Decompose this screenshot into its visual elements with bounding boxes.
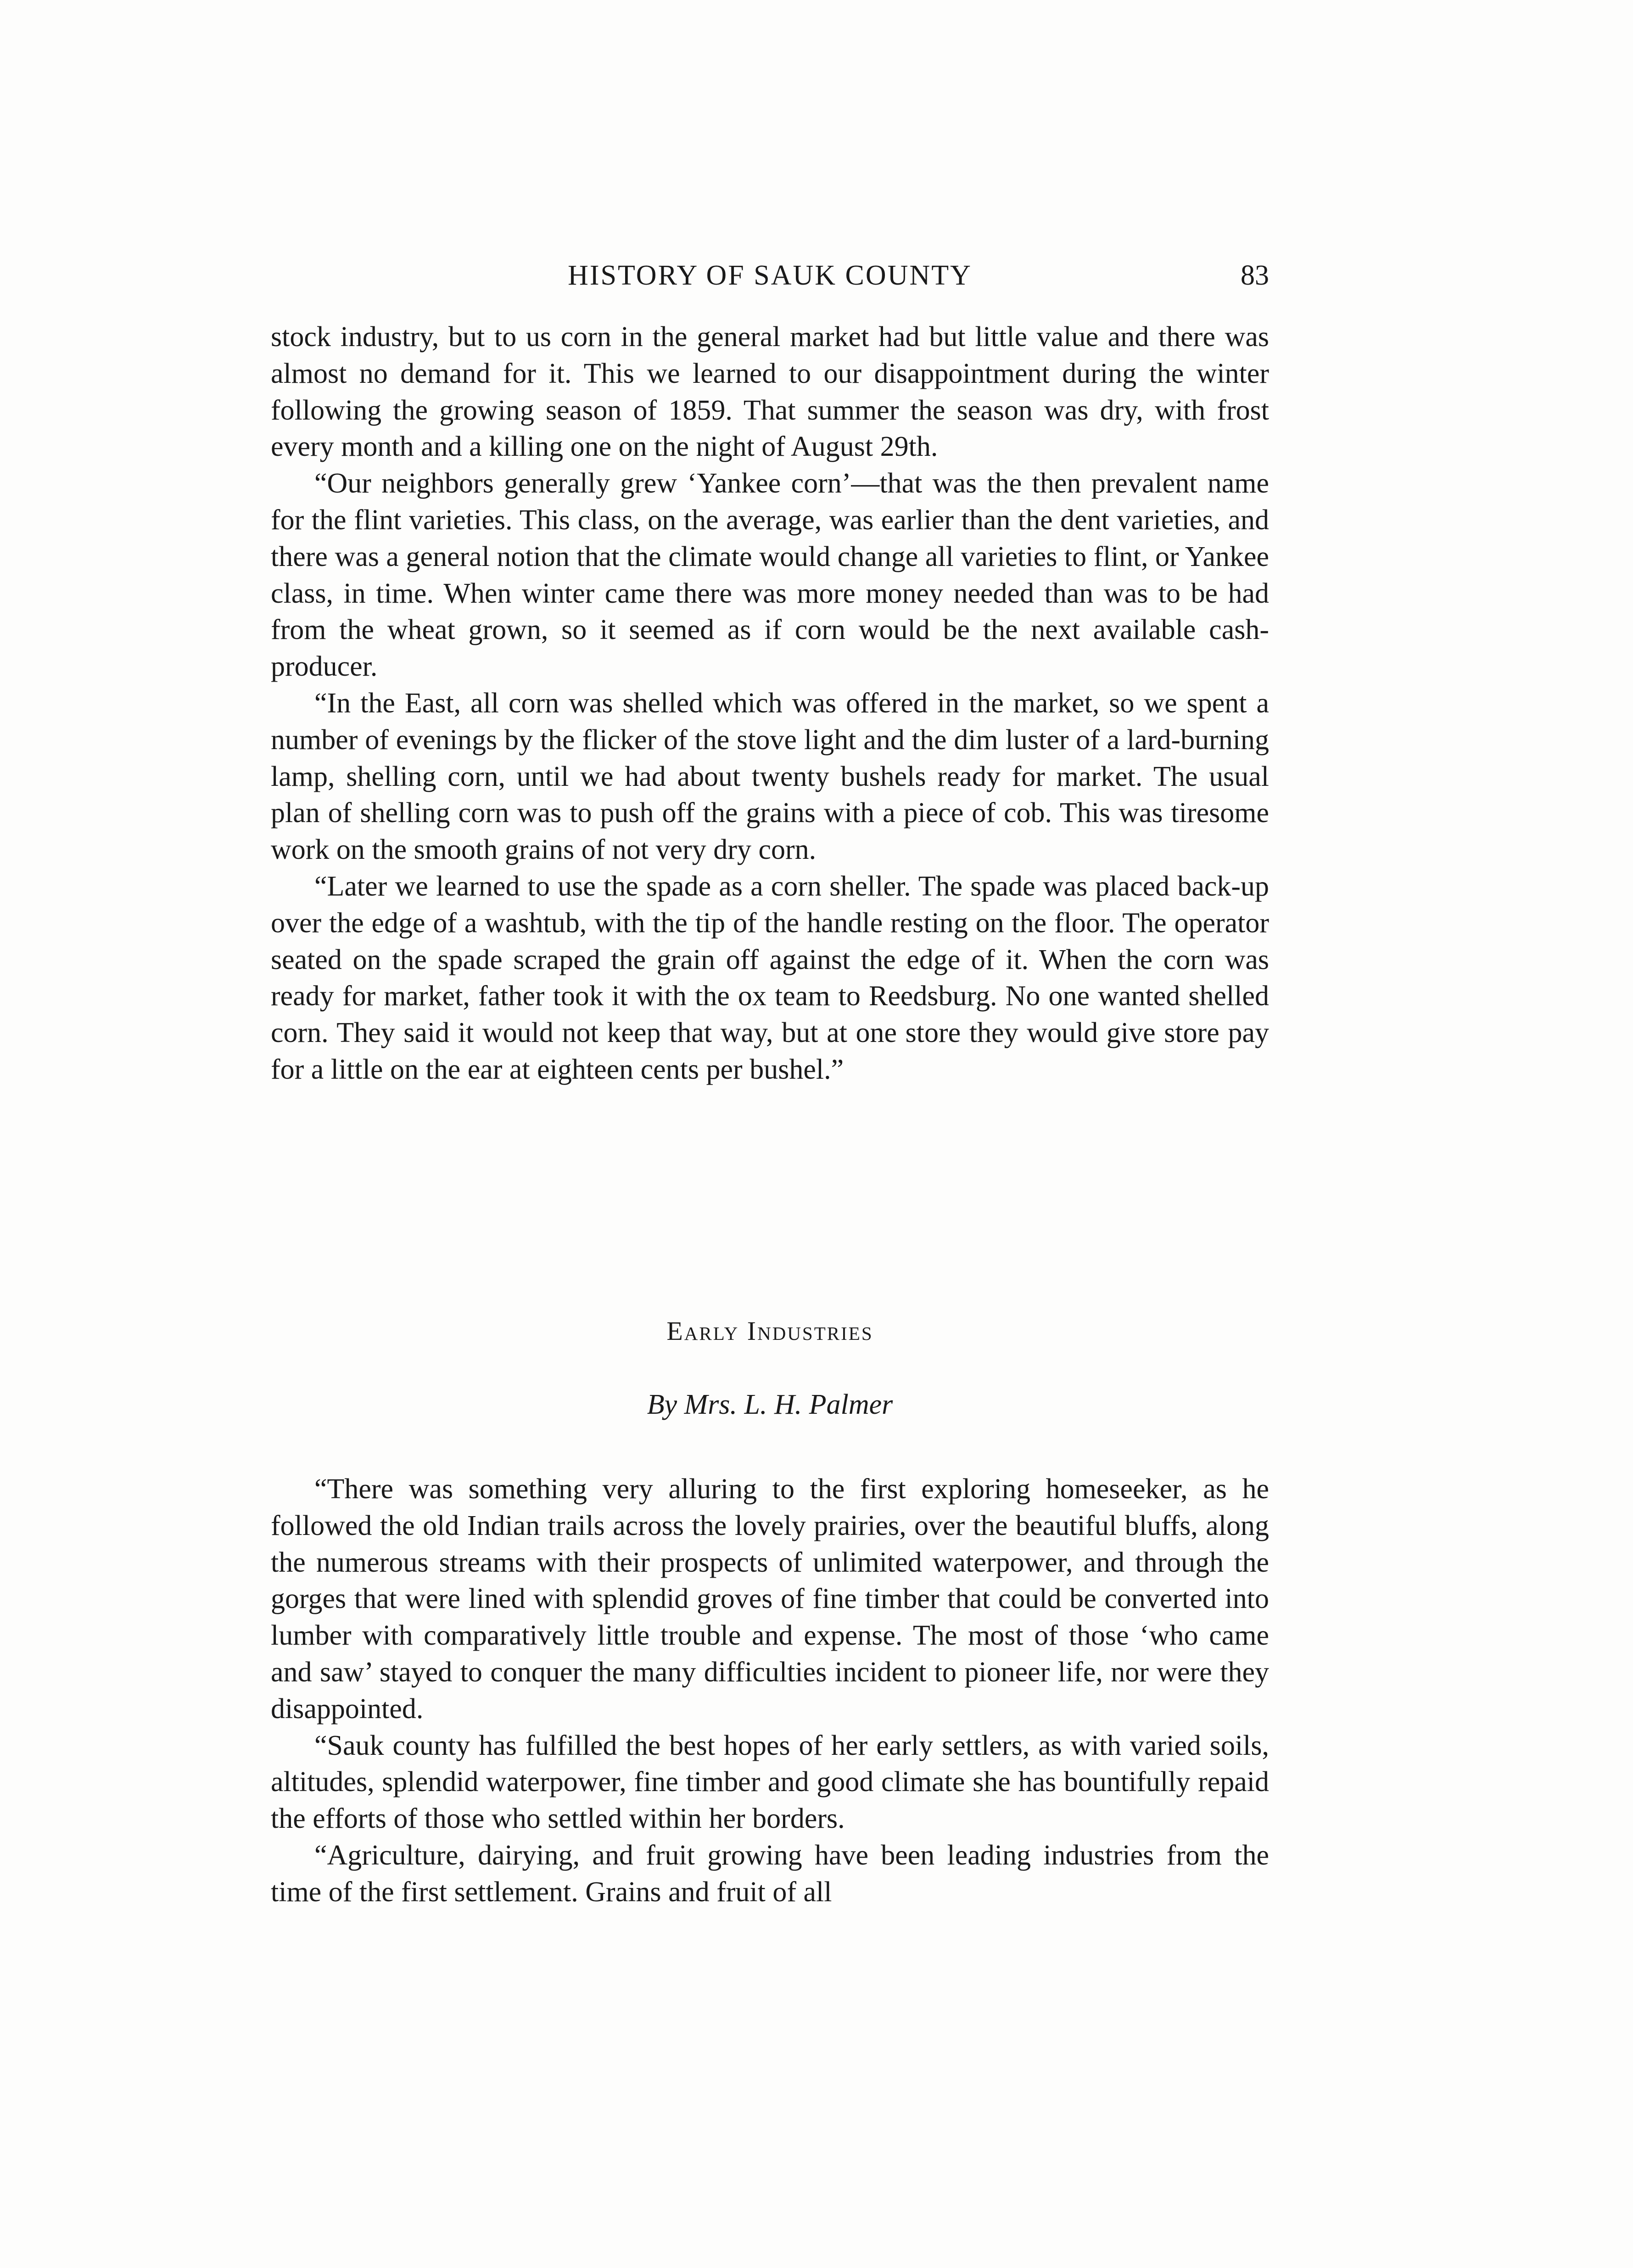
paragraph-spade-sheller: “Later we learned to use the spade as a corn sheller. The spade was placed back-up over the edge of a washtub, with the tip of the handle resting on the floor. The operator seated on the spade scraped the grain off against the edge of it. When the corn was ready for market, father took it with the ox team to Reedsburg. No one wanted shelled corn. They said it would not keep that way, but at one store they would give store pay for a little on the ear at eighteen cents per bushel.” [271,870,1269,1085]
page-number: 83 [1241,260,1269,291]
paragraph-yankee-corn: “Our neighbors generally grew ‘Yankee corn’—that was the then prevalent name for the flint varieties. This class, on the average, was earlier than the dent varieties, and there was a general notion that the climate would change all varieties to flint, or Yankee class, in time. When winter came there was more money needed than was to be had from the wheat grown, so it seemed as if corn would be the next available cash-producer. [271,468,1269,683]
section-heading: Early Industries [666,1316,873,1346]
paragraph-shelling-corn: “In the East, all corn was shelled which was offered in the market, so we spent a number of evenings by the flicker of the stove light and the dim luster of a lard-burning lamp, shelling corn, until we had about twenty bushels ready for market. The usual plan of shelling corn was to push off the grains with a piece of cob. This was tiresome work on the smooth grains of not very dry corn. [271,687,1269,866]
section-byline: By Mrs. L. H. Palmer [647,1389,893,1420]
running-title: HISTORY OF SAUK COUNTY [568,260,972,291]
top-text-block [271,319,1269,1088]
paragraph-stock-industry: stock industry, but to us corn in the general market had but little value and there was almost no demand for it. This we learned to our disappointment during the winter following the growing season of 1859. That summer the season was dry, with frost every month and a killing one on the night of August 29th. [271,321,1269,463]
running-head [271,255,1269,296]
paragraph-sauk-county: “Sauk county has fulfilled the best hopes of her early settlers, as with varied soils, altitudes, splendid waterpower, fine timber and good climate she has bountifully repaid the efforts of those who settled within her borders. [271,1730,1269,1835]
bottom-text-block [271,1471,1269,1911]
paragraph-homeseeker: “There was something very alluring to the first exploring homeseeker, as he followed the old Indian trails across the lovely prairies, over the beautiful bluffs, along the numerous streams with their prospects of unlimited waterpower, and through the gorges that were lined with splendid groves of fine timber that could be converted into lumber with comparatively little trouble and expense. The most of those ‘who came and saw’ stayed to conquer the many difficulties incident to pioneer life, nor were they disappointed. [271,1473,1269,1725]
paragraph-agriculture: “Agriculture, dairying, and fruit growing have been leading industries from the time of the first settlement. Grains and fruit of all [271,1839,1269,1908]
